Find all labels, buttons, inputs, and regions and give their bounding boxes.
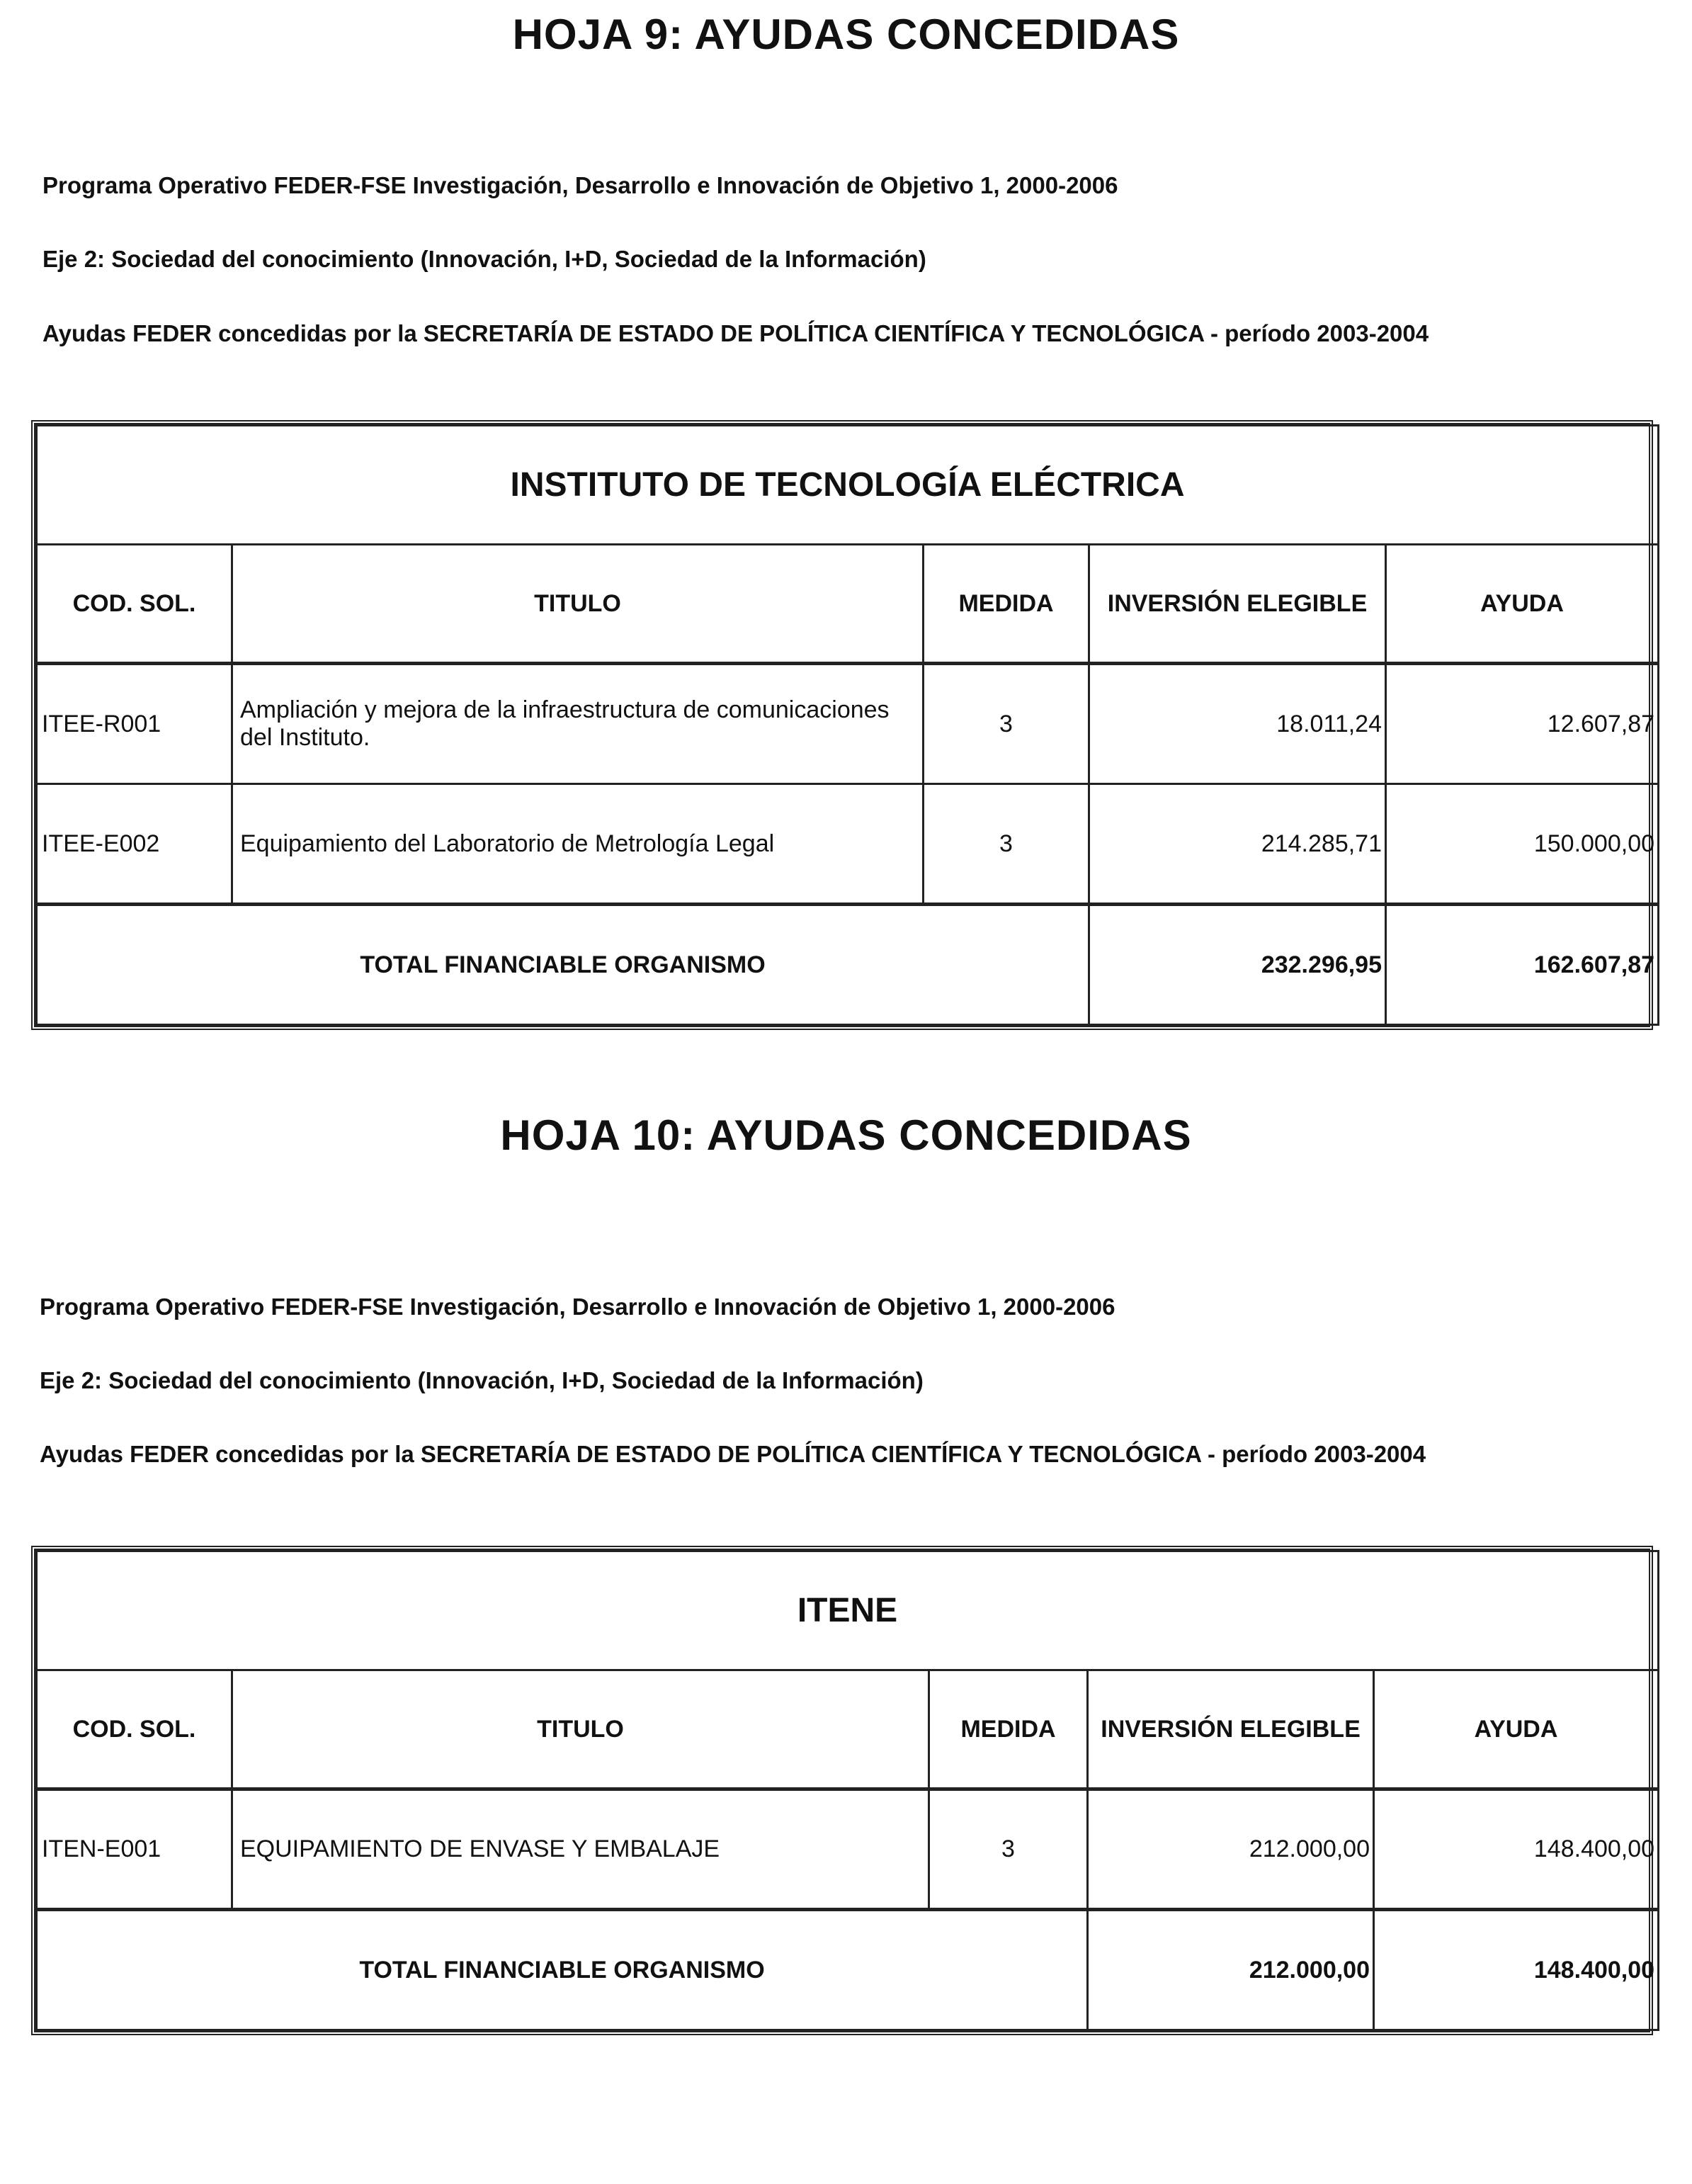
table-row: [37, 664, 1659, 784]
col-header-aid: AYUDA: [1374, 1670, 1659, 1789]
cell-code: ITEN-E001: [37, 1789, 232, 1910]
sheet-10-table: [31, 1546, 1653, 2035]
total-investment: 212.000,00: [1088, 1910, 1374, 2030]
organism-name: INSTITUTO DE TECNOLOGÍA ELÉCTRICA: [37, 426, 1659, 545]
cell-code: ITEE-R001: [37, 664, 232, 784]
col-header-code: COD. SOL.: [37, 1670, 232, 1789]
total-aid: 148.400,00: [1374, 1910, 1659, 2030]
cell-title: Equipamiento del Laboratorio de Metrología Legal: [232, 784, 924, 905]
cell-code: ITEE-E002: [37, 784, 232, 905]
col-header-measure: MEDIDA: [924, 545, 1089, 664]
table-row: [37, 784, 1659, 905]
sheet-10-axis: Eje 2: Sociedad del conocimiento (Innovación, I+D, Sociedad de la Información): [40, 1367, 924, 1393]
total-row: [37, 1910, 1659, 2030]
sheet-10-title: HOJA 10: AYUDAS CONCEDIDAS: [500, 1111, 1192, 1159]
total-row: [37, 905, 1659, 1025]
cell-aid: 148.400,00: [1374, 1789, 1659, 1910]
cell-investment: 18.011,24: [1089, 664, 1386, 784]
col-header-title: TITULO: [232, 1670, 929, 1789]
cell-aid: 12.607,87: [1386, 664, 1659, 784]
cell-measure: 3: [929, 1789, 1088, 1910]
cell-title: EQUIPAMIENTO DE ENVASE Y EMBALAJE: [232, 1789, 929, 1910]
cell-investment: 212.000,00: [1088, 1789, 1374, 1910]
total-label: TOTAL FINANCIABLE ORGANISMO: [37, 1910, 1088, 2030]
sheet-9-axis: Eje 2: Sociedad del conocimiento (Innovación, I+D, Sociedad de la Información): [42, 246, 926, 272]
col-header-measure: MEDIDA: [929, 1670, 1088, 1789]
total-aid: 162.607,87: [1386, 905, 1659, 1025]
cell-investment: 214.285,71: [1089, 784, 1386, 905]
organism-name: ITENE: [37, 1551, 1659, 1670]
table-row: [37, 1789, 1659, 1910]
sheet-9-title: HOJA 9: AYUDAS CONCEDIDAS: [512, 11, 1180, 58]
sheet-10-grant-line: Ayudas FEDER concedidas por la SECRETARÍA DE ESTADO DE POLÍTICA CIENTÍFICA Y TECNOLÓGICA - período 2003-2004: [40, 1441, 1426, 1467]
sheet-9-grant-line: Ayudas FEDER concedidas por la SECRETARÍA DE ESTADO DE POLÍTICA CIENTÍFICA Y TECNOLÓGICA - período 2003-2004: [42, 320, 1429, 346]
col-header-code: COD. SOL.: [37, 545, 232, 664]
col-header-investment: INVERSIÓN ELEGIBLE: [1088, 1670, 1374, 1789]
col-header-aid: AYUDA: [1386, 545, 1659, 664]
cell-aid: 150.000,00: [1386, 784, 1659, 905]
col-header-title: TITULO: [232, 545, 924, 664]
cell-title: Ampliación y mejora de la infraestructura de comunicaciones del Instituto.: [232, 664, 924, 784]
total-label: TOTAL FINANCIABLE ORGANISMO: [37, 905, 1089, 1025]
sheet-10-program: Programa Operativo FEDER-FSE Investigación, Desarrollo e Innovación de Objetivo 1, 2000-2006: [40, 1294, 1115, 1320]
cell-measure: 3: [924, 664, 1089, 784]
cell-measure: 3: [924, 784, 1089, 905]
col-header-investment: INVERSIÓN ELEGIBLE: [1089, 545, 1386, 664]
sheet-9-program: Programa Operativo FEDER-FSE Investigación, Desarrollo e Innovación de Objetivo 1, 2000-2006: [42, 172, 1118, 198]
sheet-9-table: [31, 420, 1653, 1030]
total-investment: 232.296,95: [1089, 905, 1386, 1025]
